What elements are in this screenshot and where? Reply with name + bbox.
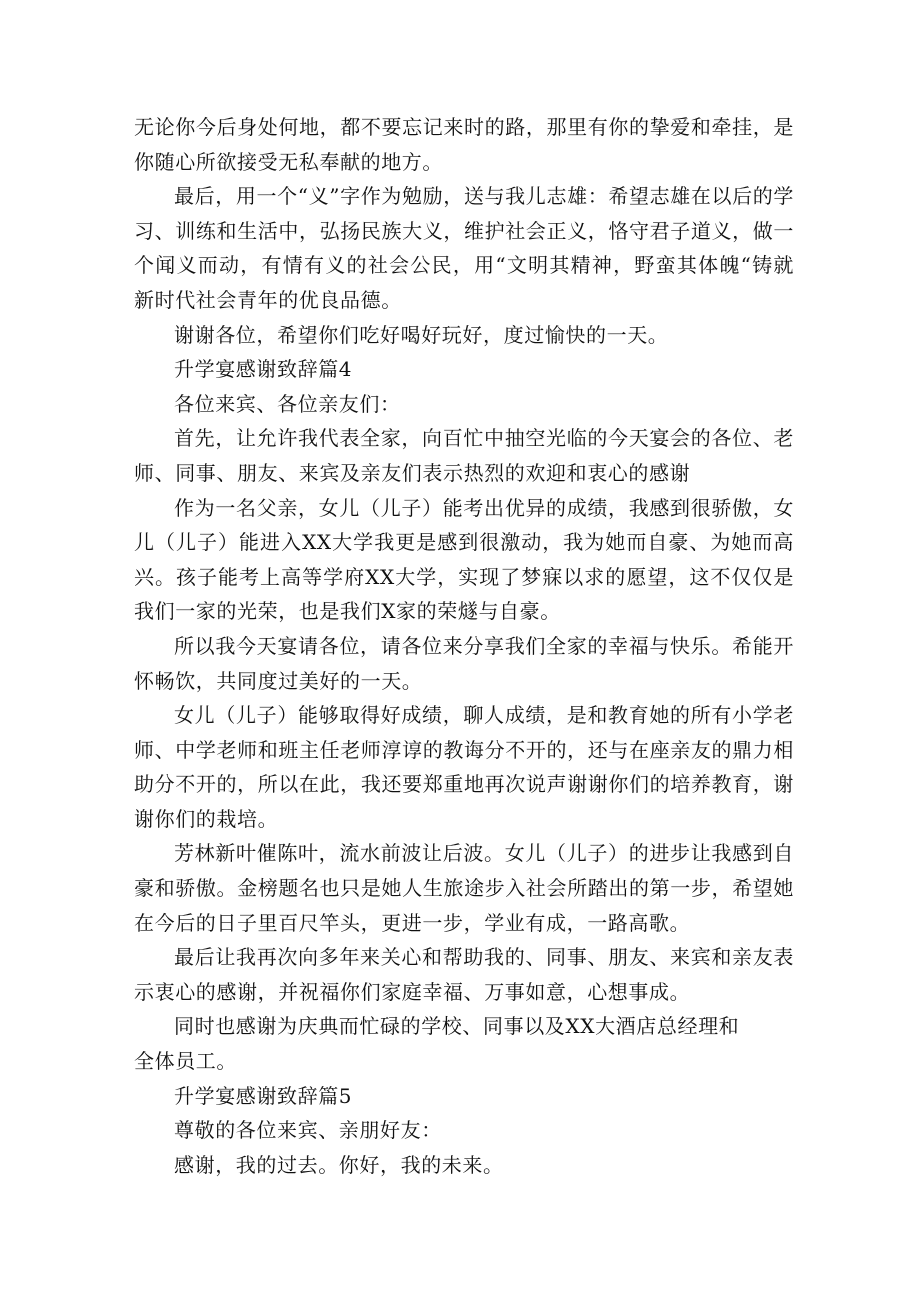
paragraph-gratitude: 最后让我再次向多年来关心和帮助我的、同事、朋友、来宾和亲友表示衷心的感谢，并祝福你们家庭幸福、万事如意，心想事成。 xyxy=(134,945,794,1004)
paragraph-welcome: 首先，让允许我代表全家，向百忙中抽空光临的今天宴会的各位、老师、同事、朋友、来宾及亲友们表示热烈的欢迎和衷心的感谢 xyxy=(134,426,794,485)
salutation: 各位来宾、各位亲友们： xyxy=(174,391,401,416)
paragraph-teachers: 女儿（儿子）能够取得好成绩，聊人成绩，是和教育她的所有小学老师、中学老师和班主任老师淳谆的教诲分不开的，还与在座亲友的鼎力相助分不开的，所以在此，我还要郑重地再次说声谢谢你们的培养教育，谢谢你们的栽培。 xyxy=(134,703,794,831)
paragraph-past-future: 感谢，我的过去。你好，我的未来。 xyxy=(174,1152,504,1177)
document-body xyxy=(134,110,794,1182)
paragraph-progress: 芳林新叶催陈叶，流水前波让后波。女儿（儿子）的进步让我感到自豪和骄傲。金榜题名也只是她人生旅途步入社会所踏出的第一步，希望她在今后的日子里百尺竿头，更进一步，学业有成，一路高歌。 xyxy=(134,841,794,935)
salutation-5: 尊敬的各位来宾、亲朋好友： xyxy=(174,1118,442,1143)
paragraph-staff: 全体员工。 xyxy=(134,1049,237,1074)
paragraph-closing-encouragement: 最后，用一个“义”字作为勉励，送与我儿志雄：希望志雄在以后的学习、训练和生活中，弘扬民族大义，维护社会正义，恪守君子道义，做一个闻义而动，有情有义的社会公民，用“文明其精神，野蛮其体魄“铸就新时代社会青年的优良品德。 xyxy=(134,184,794,312)
paragraph-invitation: 所以我今天宴请各位，请各位来分享我们全家的幸福与快乐。希能开怀畅饮，共同度过美好的一天。 xyxy=(134,633,794,693)
section-heading-4: 升学宴感谢致辞篇4 xyxy=(174,357,353,382)
paragraph-thanks: 谢谢各位，希望你们吃好喝好玩好，度过愉快的一天。 xyxy=(174,322,669,347)
section-heading-5: 升学宴感谢致辞篇5 xyxy=(174,1083,353,1108)
paragraph-continuation: 无论你今后身处何地，都不要忘记来时的路，那里有你的挚爱和牵挂，是你随心所欲接受无私奉献的地方。 xyxy=(134,115,794,174)
paragraph-pride: 作为一名父亲，女儿（儿子）能考出优异的成绩，我感到很骄傲，女儿（儿子）能进入XX大学我更是感到很激动，我为她而自豪、为她而高兴。孩子能考上高等学府XX大学，实现了梦寐以求的愿望，这不仅仅是我们一家的光荣，也是我们X家的荣燧与自豪。 xyxy=(134,495,794,624)
paragraph-hotel-thanks: 同时也感谢为庆典而忙碌的学校、同事以及XX大酒店总经理和 xyxy=(174,1014,740,1039)
